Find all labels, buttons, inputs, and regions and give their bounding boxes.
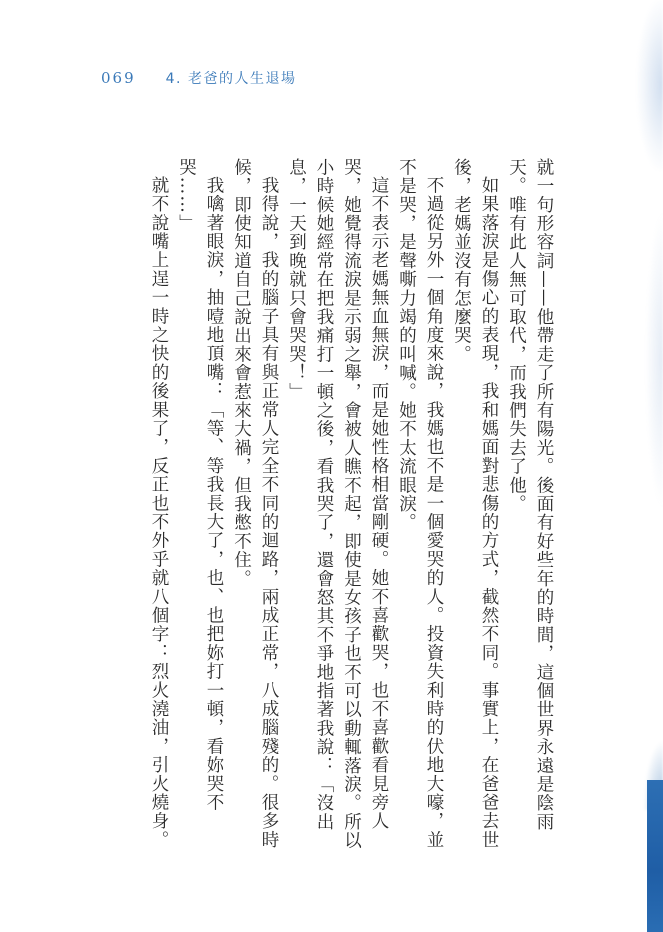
chapter-title: 4. 老爸的人生退場	[165, 71, 297, 87]
paragraph-5: 我得說，我的腦子具有與正常人完全不同的迴路，兩成正常，八成腦殘的。很多時候，即使知道自己說出來會惹來大禍，但我憋不住。	[231, 158, 279, 849]
watercolor-mid-decoration	[645, 210, 663, 510]
paragraph-4: 這不表示老媽無血無淚，而是她性格相當剛硬。她不喜歡哭，也不喜歡看見旁人哭，她覺得流淚是示弱之舉，會被人瞧不起，即使是女孩子也不可以動輒落淚。所以小時候她經常在把我痛打一頓之後，看我哭了，還會怒其不爭地指著我說：「沒出息，一天到晚就只會哭哭！」	[286, 158, 389, 850]
paragraph-7: 就不說嘴上逞一時之快的後果了，反正也不外乎就八個字：烈火澆油，引火燒身。	[149, 175, 169, 849]
page-number: 069	[101, 69, 136, 87]
running-header	[101, 68, 296, 88]
paragraph-1: 就一句形容詞——他帶走了所有陽光。後面有好些年的時間，這個世界永遠是陰雨天。唯有此人無可取代，而我們失去了他。	[506, 158, 554, 832]
watercolor-top-decoration	[637, 0, 663, 170]
vertical-body-text	[115, 158, 557, 858]
paragraph-2: 如果落淚是傷心的表現，我和媽面對悲傷的方式，截然不同。事實上，在爸爸去世後，老媽並沒有怎麼哭。	[451, 158, 499, 849]
blue-edge-tab	[647, 780, 663, 932]
paragraph-6: 我噙著眼淚，抽噎地頂嘴：「等、等我長大了，也、也把妳打一頓，看妳哭不哭……」	[176, 158, 224, 812]
paragraph-3: 不過從另外一個角度來說，我媽也不是一個愛哭的人。投資失利時的伏地大嚎，並不是哭，是聲嘶力竭的叫喊。她不太流眼淚。	[396, 158, 444, 849]
